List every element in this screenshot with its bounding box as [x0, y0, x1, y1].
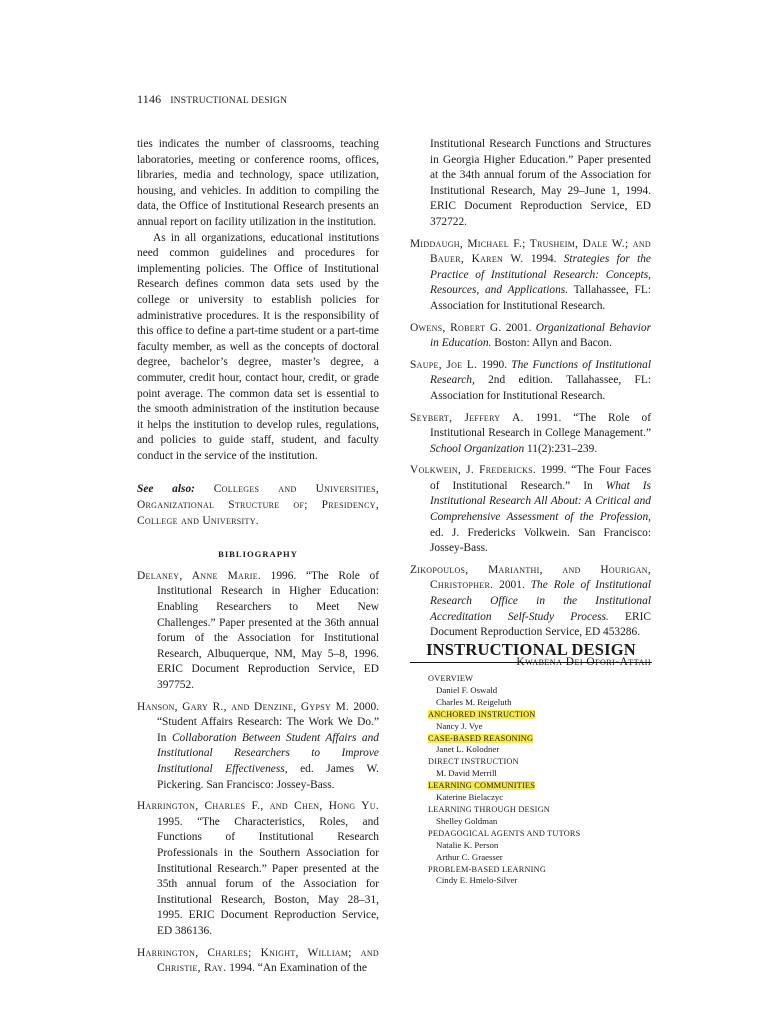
- bibliography-entry: [410, 463, 651, 557]
- bibliography-entry: [137, 799, 379, 939]
- entry-author: Owens, Robert G.: [410, 321, 502, 334]
- contents-section: [428, 709, 628, 721]
- right-column: [410, 137, 651, 670]
- entry-author: Harrington, Charles F., and Chen, Hong Yu.: [137, 800, 379, 813]
- contents-section-title: LEARNING THROUGH DESIGN: [428, 804, 550, 814]
- entry-text: Boston: Allyn and Bacon.: [491, 337, 612, 350]
- contents-section: [428, 756, 628, 768]
- entry-text: Tallahassee, FL: Association for Institutional Research.: [430, 284, 651, 312]
- entry-author: Volkwein, J. Fredericks.: [410, 464, 537, 477]
- entry-text: ERIC Document Reproduction Service, ED 453286.: [430, 610, 651, 639]
- entry-text: 1994.: [523, 253, 564, 266]
- entry-author: Delaney, Anne Marie.: [137, 569, 262, 582]
- entry-text: 2001.: [493, 579, 531, 592]
- entry-text: 1999. “The Four Faces of Institutional Research.” In: [430, 464, 651, 492]
- bibliography-list: [410, 237, 651, 641]
- entry-author: Seybert, Jeffery A.: [410, 411, 524, 424]
- contents-author: M. David Merrill: [436, 768, 497, 779]
- contents-author: Cindy E. Hmelo-Silver: [436, 875, 518, 886]
- entry-title: The Role of Institutional Research Office in the Institutional Accreditation Self-Study Process.: [430, 579, 651, 623]
- contents-author: Charles M. Reigeluth: [436, 696, 512, 707]
- entry-text: 1994. “An Examination of the: [226, 962, 367, 975]
- article-author-signature: Kwabena Dei Ofori-Attah: [516, 655, 651, 668]
- entry-author: Hanson, Gary R., and Denzine, Gypsy M.: [137, 700, 350, 713]
- bibliography-entry: [137, 569, 379, 694]
- bibliography-entry: [410, 321, 651, 352]
- contents-section-title: CASE-BASED REASONING: [428, 733, 534, 743]
- entry-title: What Is Institutional Research All About: A Critical and Comprehensive Assessment of the Profession,: [430, 479, 651, 524]
- contents-author: Janet L. Kolodner: [436, 744, 500, 755]
- body-paragraph: As in all organizations, educational institutions need common guidelines and procedures for implementing policies. The Office of Institutional Research defines common data sets used by the college or university to establish policies for administrative procedures. It is the responsibility of this office to define a part-time student or a part-time faculty member, as well as the concepts of doctoral degree, bachelor’s degree, master’s degree, a commuter, credit hour, contact hour, credit, or grade point average. The common data set is essential to the smooth administration of the institution because it helps the institution to develop rules, regulations, and policies to guide staff, student, and faculty conduct in the service of the institution.: [137, 231, 379, 462]
- contents-section: [428, 864, 628, 876]
- entry-text: ed. James W. Pickering. San Francisco: Jossey-Bass.: [157, 762, 380, 791]
- contents-section: [428, 780, 628, 792]
- contents-author: Shelley Goldman: [436, 815, 498, 826]
- contents-section-title: LEARNING COMMUNITIES: [428, 781, 536, 791]
- entry-text: 2000. “Student Affairs Research: The Work We Do.” In: [157, 700, 379, 744]
- entry-author: Middaugh, Michael F.; Trusheim, Dale W.; and Bauer, Karen W.: [410, 237, 651, 266]
- page-number: 1146: [137, 92, 162, 106]
- bibliography-entry: [410, 411, 651, 458]
- contents-section-title: ANCHORED INSTRUCTION: [428, 709, 536, 719]
- left-column: [137, 137, 379, 983]
- entry-text: ed. J. Fredericks Volkwein. San Francisco: Jossey-Bass.: [430, 526, 651, 555]
- entry-author: Zikopoulos, Marianthi, and Hourigan, Christopher.: [410, 563, 651, 592]
- contents-section-title: DIRECT INSTRUCTION: [428, 757, 519, 767]
- bibliography-entry: [410, 237, 651, 315]
- see-also-text: Colleges and Universities, Organizational Structure of; Presidency, College and University.: [137, 483, 379, 527]
- body-paragraph: ties indicates the number of classrooms, teaching laboratories, meeting or conference rooms, offices, libraries, media and technology, space utilization, housing, and vehicles. In addition to compiling the data, the Office of Institutional Research presents an annual report on facility utilization in the institution.: [137, 138, 379, 228]
- contents-author: Katerine Bielaczyc: [436, 792, 504, 803]
- contents-section: [428, 673, 628, 685]
- bibliography-entry: [410, 563, 651, 641]
- running-head: [137, 92, 287, 107]
- contents-author: Natalie K. Person: [436, 839, 499, 850]
- contents-section-title: OVERVIEW: [428, 674, 474, 683]
- entry-text: 1995. “The Characteristics, Roles, and Functions of Institutional Research Professionals in the Southern Association for Institutional Research.” Paper presented at the 35th annual forum of the Association for Institutional Research, Boston, May 28–31, 1995. ERIC Document Reproduction Service, ED 386136.: [157, 815, 379, 937]
- running-head-section: INSTRUCTIONAL DESIGN: [170, 96, 288, 106]
- contents-author: Arthur C. Graesser: [436, 851, 503, 862]
- entry-text: 1996. “The Role of Institutional Research in Higher Education: Enabling Researchers to Meet New Challenges.” Paper presented at the 36th annual forum of the Association for Institutional Research, Albuquerque, NM, May 5–8, 1996. ERIC Document Reproduction Service, ED 397752.: [157, 569, 379, 691]
- contents-section: [428, 733, 628, 745]
- article-contents-list: [428, 673, 628, 887]
- contents-section-title: PROBLEM-BASED LEARNING: [428, 864, 547, 874]
- see-also-label: See also:: [137, 483, 195, 496]
- contents-section-title: PEDAGOGICAL AGENTS AND TUTORS: [428, 828, 581, 838]
- entry-text: 2nd edition. Tallahassee, FL: Association for Institutional Research.: [430, 374, 651, 402]
- bibliography-entry: [137, 946, 379, 977]
- entry-author: Harrington, Charles; Knight, William; and Christie, Ray.: [137, 946, 379, 975]
- see-also: [137, 482, 379, 529]
- contents-author: Daniel F. Oswald: [436, 684, 498, 695]
- bibliography-entry: [137, 700, 379, 794]
- contents-author: Nancy J. Vye: [436, 720, 483, 731]
- bibliography-entry: [410, 358, 651, 405]
- entry-title: Strategies for the Practice of Institutional Research: Concepts, Resources, and Applications.: [430, 253, 651, 297]
- bibliography-entry-continued: Institutional Research Functions and Structures in Georgia Higher Education.” Paper presented at the 34th annual forum of the Association for Institutional Research, May 29–June 1, 1994. ERIC Document Reproduction Service, ED 372722.: [430, 138, 651, 228]
- entry-title: Organizational Behavior in Education.: [430, 321, 652, 350]
- entry-title: The Functions of Institutional Research,: [430, 358, 651, 387]
- contents-section: [428, 828, 628, 840]
- bibliography-heading: BIBLIOGRAPHY: [218, 549, 298, 560]
- entry-author: Saupe, Joe L.: [410, 358, 478, 371]
- entry-text: 11(2):231–239.: [524, 442, 598, 455]
- entry-text: 1991. “The Role of Institutional Research in College Management.”: [430, 411, 651, 440]
- entry-title: School Organization: [430, 442, 525, 455]
- article-title: INSTRUCTIONAL DESIGN: [410, 640, 652, 663]
- entry-text: 1990.: [477, 358, 512, 371]
- bibliography-list: [137, 569, 379, 977]
- contents-section: [428, 804, 628, 816]
- entry-text: 2001.: [501, 321, 536, 334]
- entry-title: Collaboration Between Student Affairs and Institutional Researchers to Improve Institutional Effectiveness,: [157, 731, 379, 775]
